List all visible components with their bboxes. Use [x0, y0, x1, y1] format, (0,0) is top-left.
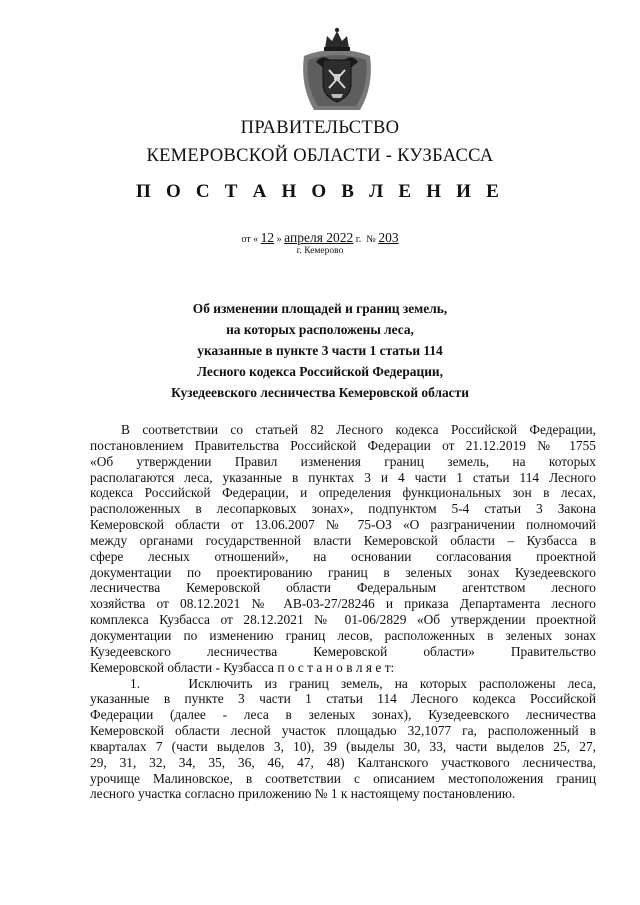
preamble-line: документации по проектированию границ в зеленых зонах Кузедеевского [90, 564, 596, 580]
title-line: на которых расположены леса, [226, 322, 414, 337]
city-label: г. Кемерово [296, 246, 344, 256]
item1-line: Федерации (далее - леса в зеленых зонах), Кузедеевского лесничества [90, 707, 596, 723]
item1-line: кварталах 7 (части выделов 3, 10), 39 (выделы 30, 33, части выделов 25, 27, [90, 738, 596, 754]
item1-line: лесного участка согласно приложению № 1 к настоящему постановлению. [90, 786, 516, 802]
preamble-line: документации по изменению границ лесов, расположенных в зеленых зонах [90, 627, 596, 643]
preamble-line: Кемеровской области - Кузбасса п о с т а н о в л я е т: [90, 659, 395, 675]
preamble-line: расположенных в лесопарковых зонах», подпунктом 5-4 статьи 3 Закона [90, 501, 596, 517]
item1-line: указанные в пункте 3 части 1 статьи 114 Лесного кодекса Российской [90, 691, 596, 707]
decree-title [100, 298, 540, 403]
preamble-line: «Об утверждении Правил изменения границ земель, на которых [90, 453, 596, 469]
title-line: указанные в пункте 3 части 1 статьи 114 [197, 343, 443, 358]
date-mid: » [276, 234, 282, 245]
preamble-line: лесничества Кемеровской области Федеральным агентством лесного [90, 580, 596, 596]
title-line: Кузедеевского лесничества Кемеровской области [171, 385, 469, 400]
decree-number: 203 [378, 230, 399, 245]
date-day: 12 [260, 230, 275, 245]
preamble-line: Кузедеевского лесничества Кемеровской области» Правительство [90, 643, 596, 659]
date-suffix: г. [355, 234, 362, 245]
preamble-line: располагаются леса, указанные в пунктах 3 и 4 части 1 статьи 114 Лесного [90, 469, 596, 485]
item1-line: урочище Малиновское, в соответствии с описанием местоположения границ [90, 770, 596, 786]
item1-line: 29, 31, 32, 34, 35, 36, 46, 47, 48) Калтанского участкового лесничества, [90, 754, 596, 770]
decree-body [90, 422, 596, 802]
item1-line: Кемеровской области лесной участок площадью 32,1077 га, расположенный в [90, 723, 596, 739]
preamble-line: комплекса Кузбасса от 28.12.2021 № 01-06/2829 «Об утверждении проектной [90, 612, 596, 628]
preamble-line: постановлением Правительства Российской Федерации от 21.12.2019 № 1755 [90, 437, 596, 453]
preamble-line: сфере лесных отношений», на основании согласования проектной [90, 548, 596, 564]
decree-heading: П О С Т А Н О В Л Е Н И Е [136, 181, 504, 202]
date-month-year: апреля 2022 [284, 230, 354, 245]
preamble-line: хозяйства от 08.12.2021 № АВ-03-27/28246 и приказа Департамента лесного [90, 596, 596, 612]
date-prefix: от « [241, 234, 259, 245]
title-line: Лесного кодекса Российской Федерации, [197, 364, 443, 379]
item1-line: 1. Исключить из границ земель, на которых расположены леса, [130, 675, 596, 691]
title-line: Об изменении площадей и границ земель, [192, 301, 448, 316]
number-sign: № [366, 234, 376, 245]
preamble-line: В соответствии со статьей 82 Лесного кодекса Российской Федерации, [121, 422, 596, 437]
government-title-line2: КЕМЕРОВСКОЙ ОБЛАСТИ - КУЗБАССА [146, 146, 494, 166]
preamble-line: Кемеровской области от 13.06.2007 № 75-ОЗ «О разграничении полномочий [90, 517, 596, 533]
preamble-line: кодекса Российской Федерации, и определения функциональных зон в лесах, [90, 485, 596, 501]
coat-of-arms-icon [296, 26, 378, 116]
preamble-line: между органами государственной власти Кемеровской области – Кузбасса в [90, 532, 596, 548]
government-title-line1: ПРАВИТЕЛЬСТВО [240, 118, 400, 138]
